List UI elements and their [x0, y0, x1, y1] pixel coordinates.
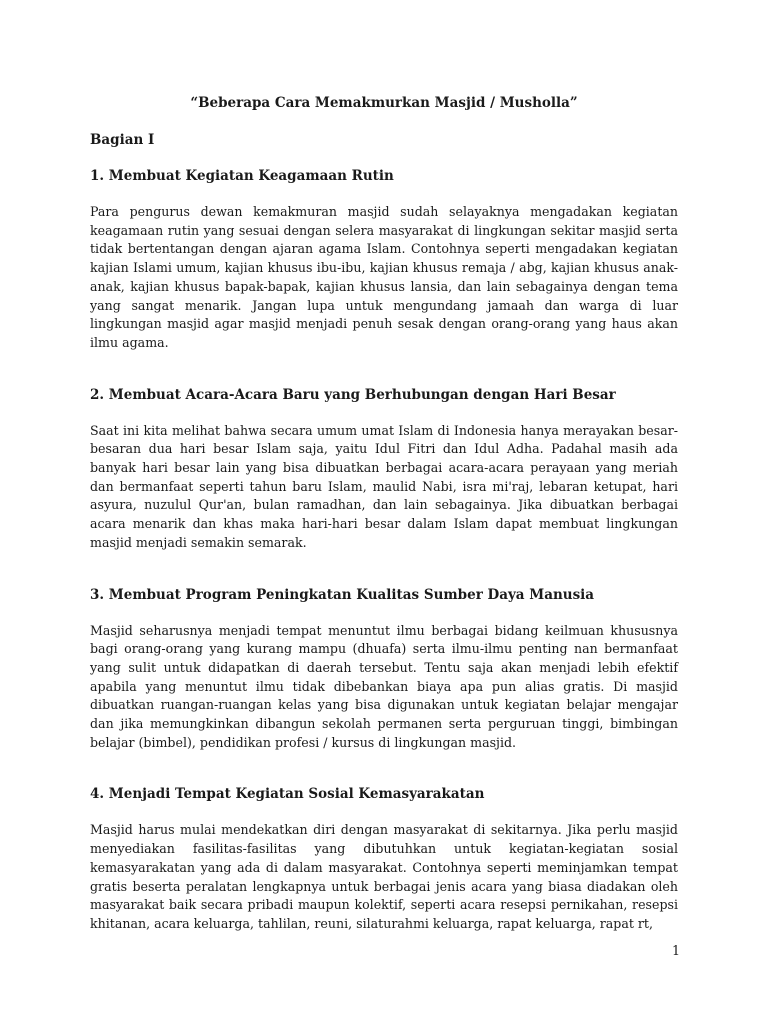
- section-paragraph-3: Masjid seharusnya menjadi tempat menuntut ilmu berbagai bidang keilmuan khususnya bagi orang-orang yang kurang mampu (dhuafa) serta ilmu-ilmu penting nan bermanfaat yang sulit untuk didapatkan di daerah tersebut. Tentu saja akan menjadi lebih efektif apabila yang menuntut ilmu tidak dibebankan biaya apa pun alias gratis. Di masjid dibuatkan ruangan-ruangan kelas yang bisa digunakan untuk kegiatan belajar mengajar dan jika memungkinkan dibangun sekolah permanen serta perguruan tinggi, bimbingan belajar (bimbel), pendidikan profesi / kursus di lingkungan masjid.: [90, 622, 678, 750]
- section-paragraph-4: Masjid harus mulai mendekatkan diri dengan masyarakat di sekitarnya. Jika perlu masjid menyediakan fasilitas-fasilitas yang dibutuhkan untuk kegiatan-kegiatan sosial kemasyarakatan yang ada di dalam masyarakat. Contohnya seperti meminjamkan tempat gratis beserta peralatan lengkapnya untuk berbagai jenis acara yang biasa diadakan oleh masyarakat baik secara pribadi maupun kolektif, seperti acara resepsi pernikahan, resepsi khitanan, acara keluarga, tahlilan, reuni, silaturahmi keluarga, rapat keluarga, rapat rt,: [90, 822, 678, 931]
- part-heading: Bagian I: [90, 132, 155, 148]
- section-heading-1: 1. Membuat Kegiatan Keagamaan Rutin: [90, 168, 394, 184]
- page-number: 1: [671, 943, 680, 958]
- section-heading-2: 2. Membuat Acara-Acara Baru yang Berhubungan dengan Hari Besar: [90, 386, 616, 403]
- section-paragraph-1: Para pengurus dewan kemakmuran masjid sudah selayaknya mengadakan kegiatan keagamaan rutin yang sesuai dengan selera masyarakat di lingkungan sekitar masjid serta tidak bertentangan dengan ajaran agama Islam. Contohnya seperti mengadakan kegiatan kajian Islami umum, kajian khusus ibu-ibu, kajian khusus remaja / abg, kajian khusus anak-anak, kajian khusus bapak-bapak, kajian khusus lansia, dan lain sebagainya dengan tema yang sangat menarik. Jangan lupa untuk mengundang jamaah dan warga di luar lingkungan masjid agar masjid menjadi penuh sesak dengan orang-orang yang haus akan ilmu agama.: [90, 204, 678, 350]
- section-heading-3: 3. Membuat Program Peningkatan Kualitas Sumber Daya Manusia: [90, 586, 595, 603]
- section-paragraph-2: Saat ini kita melihat bahwa secara umum umat Islam di Indonesia hanya merayakan besar-besaran dua hari besar Islam saja, yaitu Idul Fitri dan Idul Adha. Padahal masih ada banyak hari besar lain yang bisa dibuatkan berbagai acara-acara perayaan yang meriah dan bermanfaat seperti tahun baru Islam, maulid Nabi, isra mi'raj, lebaran ketupat, hari asyura, nuzulul Qur'an, bulan ramadhan, dan lain sebagainya. Jika dibuatkan berbagai acara menarik dan khas maka hari-hari besar dalam Islam dapat membuat lingkungan masjid menjadi semakin semarak.: [90, 422, 678, 550]
- document-title: “Beberapa Cara Memakmurkan Masjid / Musholla”: [190, 95, 578, 111]
- section-heading-4: 4. Menjadi Tempat Kegiatan Sosial Kemasyarakatan: [90, 786, 485, 803]
- document-body: [90, 94, 678, 934]
